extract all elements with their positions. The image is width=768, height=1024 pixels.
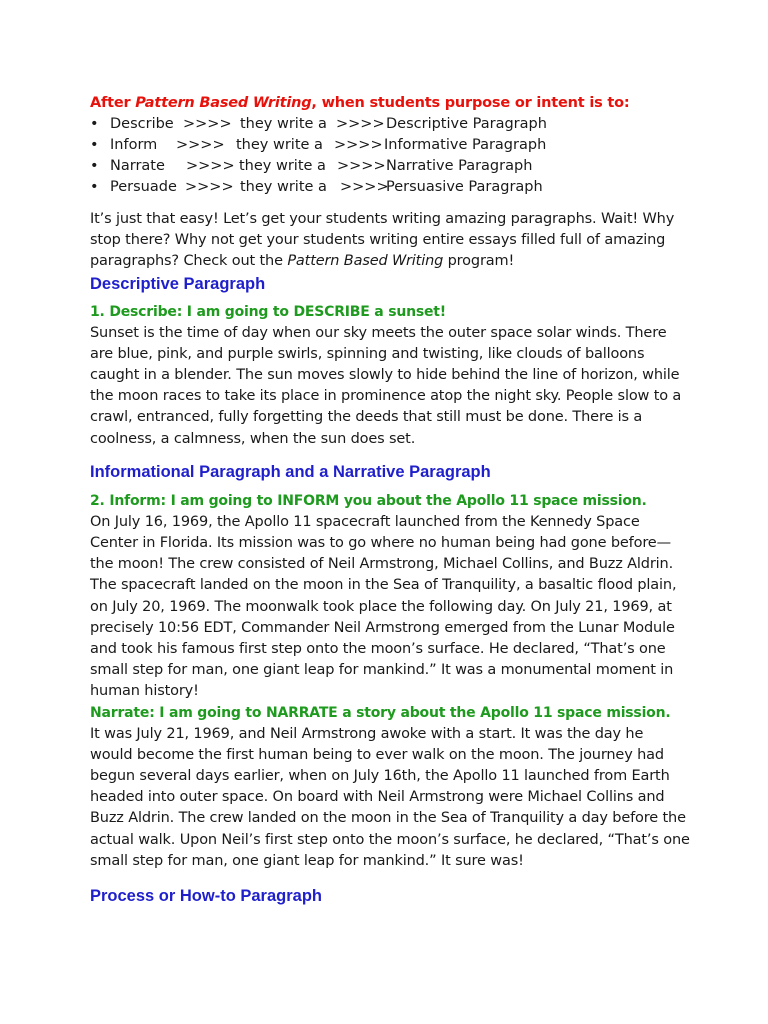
purpose-mid: they write a [240,179,327,195]
cta-text-end: program! [443,253,515,270]
arrow-text: >>>> [185,179,234,195]
arrow-text: >>>> [186,158,235,174]
arrow-text: >>>> [340,179,389,195]
section-title-informational: Informational Paragraph and a Narrative Paragraph [90,462,491,481]
describe-subhead: 1. Describe: I am going to DESCRIBE a sunset! [90,303,446,320]
bullet-icon: • [90,116,99,132]
purpose-mid: they write a [239,158,326,174]
narrate-body: It was July 21, 1969, and Neil Armstrong awoke with a start. It was the day he would become the first human being to ever walk on the moon. The journey had begun several days earlier, when on July 16th, the Apollo 11 launched from Earth headed into outer space. On board with Neil Armstrong were Michael Collins and Buzz Aldrin. The crew landed on the moon in the Sea of Tranquility a day before the actual walk. Upon Neil’s first step onto the moon’s surface, he declared, “That’s one small step for man, one giant leap for mankind.” It sure was! [90,725,690,869]
purpose-verb: Inform [110,137,158,153]
arrow-text: >>>> [334,137,383,153]
bullet-icon: • [90,137,99,153]
arrow-text: >>>> [183,116,232,132]
intro-heading-suffix: , when students purpose or intent is to: [311,95,630,111]
narrate-subhead: Narrate: I am going to NARRATE a story about the Apollo 11 space mission. [90,704,671,721]
section-title-descriptive: Descriptive Paragraph [90,274,266,293]
purpose-verb: Narrate [110,158,165,174]
bullet-icon: • [90,158,99,174]
purpose-mid: they write a [236,137,323,153]
purpose-verb: Persuade [110,179,177,195]
purpose-row [90,114,690,135]
purpose-row [90,177,690,198]
intro-heading [90,93,690,114]
purpose-row [90,135,690,156]
purpose-verb: Describe [110,116,174,132]
purpose-result: Informative Paragraph [384,137,547,153]
bullet-icon: • [90,179,99,195]
intro-heading-italic: Pattern Based Writing [135,95,312,111]
intro-cta [90,209,690,273]
arrow-text: >>>> [176,137,225,153]
arrow-text: >>>> [337,158,386,174]
document-page [90,93,690,907]
intro-heading-prefix: After [90,95,136,111]
purpose-mid: they write a [240,116,327,132]
cta-text: It’s just that easy! Let’s get your students writing amazing paragraphs. Wait! Why stop there? Why not get your students writing entire essays filled full of amazing paragraphs? Check out the [90,211,675,270]
inform-body: On July 16, 1969, the Apollo 11 spacecraft launched from the Kennedy Space Center in Florida. Its mission was to go where no human being had gone before—the moon! The crew consisted of Neil Armstrong, Michael Collins, and Buzz Aldrin. The spacecraft landed on the moon in the Sea of Tranquility, a basaltic flood plain, on July 20, 1969. The moonwalk took place the following day. On July 21, 1969, at precisely 10:56 EDT, Commander Neil Armstrong emerged from the Lunar Module and took his famous first step onto the moon’s surface. He declared, “That’s one small step for man, one giant leap for mankind.” It was a monumental moment in human history! [90,513,677,700]
purpose-row [90,156,690,177]
cta-italic: Pattern Based Writing [287,253,444,270]
inform-subhead: 2. Inform: I am going to INFORM you about the Apollo 11 space mission. [90,492,647,509]
purpose-result: Descriptive Paragraph [386,116,547,132]
describe-body: Sunset is the time of day when our sky meets the outer space solar winds. There are blue, pink, and purple swirls, spinning and twisting, like clouds of balloons caught in a blender. The sun moves slowly to hide behind the line of horizon, while the moon races to take its place in prominence atop the night sky. People slow to a crawl, entranced, fully forgetting the deeds that still must be done. There is a coolness, a calmness, when the sun does set. [90,324,682,447]
purpose-result: Persuasive Paragraph [386,179,543,195]
section-title-process: Process or How-to Paragraph [90,887,322,906]
purpose-result: Narrative Paragraph [386,158,533,174]
purpose-list [90,114,690,198]
arrow-text: >>>> [336,116,385,132]
